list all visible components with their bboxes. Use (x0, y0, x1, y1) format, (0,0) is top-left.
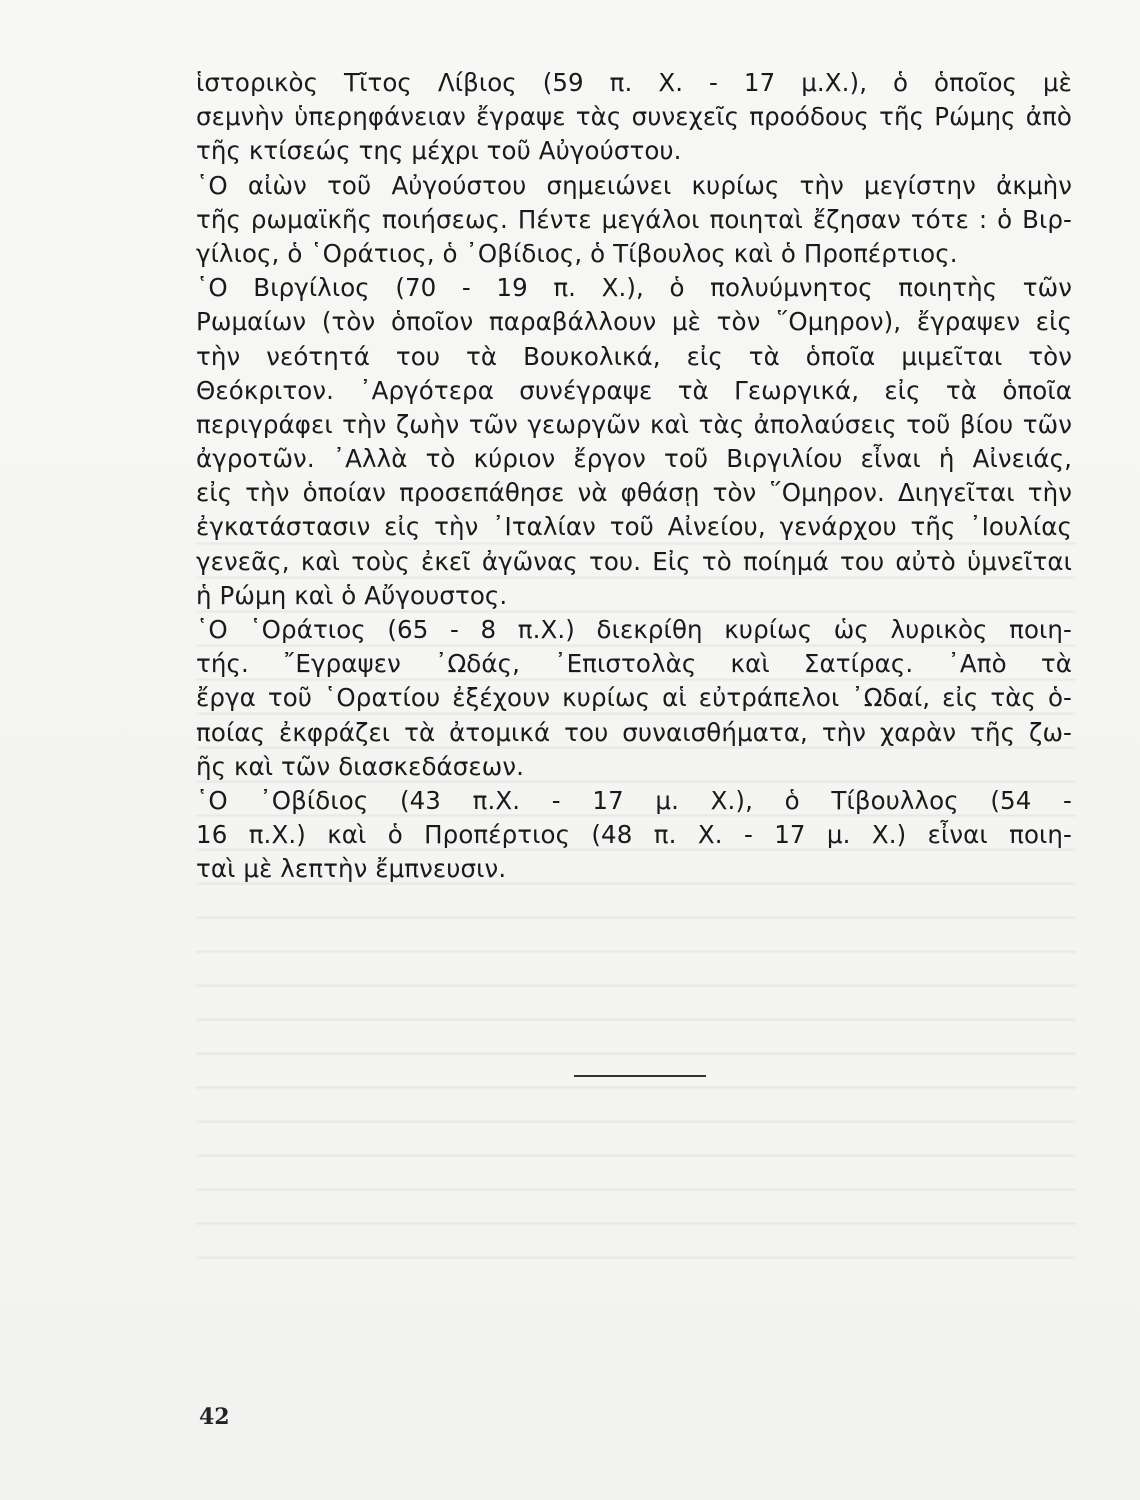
section-divider (574, 1075, 706, 1077)
text-line: ἡ Ρώμη καὶ ὁ Αὔγουστος. (196, 580, 508, 610)
text-line: ῾Ο ῾Οράτιος (65 - 8 π.Χ.) διεκρίθη κυρίως ὡς λυρικὸς ποιη- (196, 615, 1072, 644)
text-line: περιγράφει τὴν ζωὴν τῶν γεωργῶν καὶ τὰς ἀπολαύσεις τοῦ βίου τῶν (196, 409, 1072, 439)
text-line: σεμνὴν ὑπερηφάνειαν ἔγραψε τὰς συνεχεῖς προόδους τῆς Ρώμης ἀπὸ (196, 102, 1072, 132)
text-line: 16 π.Χ.) καὶ ὁ Προπέρτιος (48 π. Χ. - 17 μ. Χ.) εἶναι ποιη- (196, 820, 1072, 850)
text-line: Θεόκριτον. ᾿Αργότερα συνέγραψε τὰ Γεωργικά, εἰς τὰ ὁποῖα (196, 375, 1072, 405)
text-line: τὴν νεότητά του τὰ Βουκολικά, εἰς τὰ ὁποῖα μιμεῖται τὸν (196, 341, 1072, 371)
text-line: ἀγροτῶν. ᾿Αλλὰ τὸ κύριον ἔργον τοῦ Βιργιλίου εἶναι ἡ Αἰνειάς, (196, 444, 1072, 474)
text-line: εἰς τὴν ὁποίαν προσεπάθησε νὰ φθάσῃ τὸν ῞Ομηρον. Διηγεῖται τὴν (196, 478, 1072, 508)
text-line: ῾Ο ᾿Οβίδιος (43 π.Χ. - 17 μ. Χ.), ὁ Τίβουλλος (54 - (196, 785, 1072, 815)
text-line: ποίας ἐκφράζει τὰ ἀτομικά του συναισθήματα, τὴν χαρὰν τῆς ζω- (196, 717, 1072, 747)
text-line: γίλιος, ὁ ῾Οράτιος, ὁ ᾿Οβίδιος, ὁ Τίβουλος καὶ ὁ Προπέρτιος. (196, 238, 958, 268)
text-line: τής. ῎Εγραψεν ᾿Ωδάς, ᾿Επιστολὰς καὶ Σατίρας. ᾿Απὸ τὰ (196, 649, 1072, 679)
text-line: ἐγκατάστασιν εἰς τὴν ᾿Ιταλίαν τοῦ Αἰνείου, γενάρχου τῆς ᾿Ιουλίας (196, 512, 1072, 542)
text-line: γενεᾶς, καὶ τοὺς ἐκεῖ ἀγῶνας του. Εἰς τὸ ποίημά του αὐτὸ ὑμνεῖται (196, 546, 1072, 576)
text-line: ἱστορικὸς Τῖτος Λίβιος (59 π. Χ. - 17 μ.Χ.), ὁ ὁποῖος μὲ (196, 68, 1072, 97)
text-line: ἔργα τοῦ ῾Ορατίου ἐξέχουν κυρίως αἱ εὐτράπελοι ᾿Ωδαί, εἰς τὰς ὁ- (196, 683, 1072, 713)
text-line: τῆς ρωμαϊκῆς ποιήσεως. Πέντε μεγάλοι ποιηταὶ ἔζησαν τότε : ὁ Βιρ- (196, 204, 1072, 234)
text-line: ῆς καὶ τῶν διασκεδάσεων. (196, 751, 525, 781)
page-number: 42 (199, 1404, 230, 1430)
text-line: ῾Ο Βιργίλιος (70 - 19 π. Χ.), ὁ πολυύμνητος ποιητὴς τῶν (196, 273, 1072, 303)
text-line: τῆς κτίσεώς της μέχρι τοῦ Αὐγούστου. (196, 136, 682, 166)
text-line: Ρωμαίων (τὸν ὁποῖον παραβάλλουν μὲ τὸν ῞Ομηρον), ἔγραψεν εἰς (196, 307, 1072, 337)
text-line: ταὶ μὲ λεπτὴν ἔμπνευσιν. (196, 854, 507, 884)
text-line: ῾Ο αἰὼν τοῦ Αὐγούστου σημειώνει κυρίως τὴν μεγίστην ἀκμὴν (196, 170, 1072, 200)
body-text (196, 66, 1072, 887)
